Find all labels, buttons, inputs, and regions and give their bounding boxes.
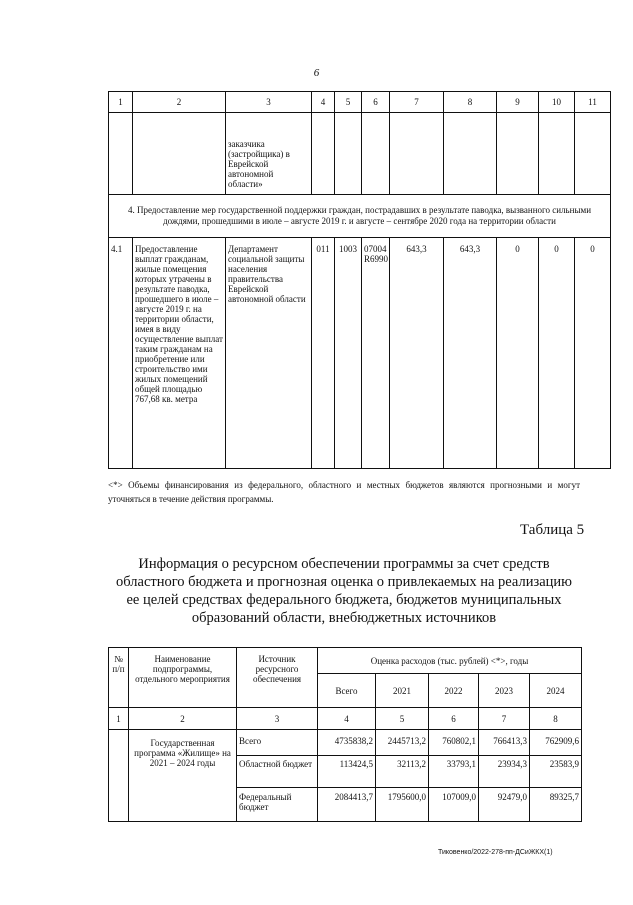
value-col9: 0: [497, 238, 539, 469]
table-row: [109, 113, 611, 195]
header-cell: 2: [133, 92, 226, 113]
value-col7: 643,3: [390, 238, 444, 469]
value-cell: 4735838,2: [318, 730, 376, 756]
header-cell: 7: [390, 92, 444, 113]
index-cell: 5: [376, 708, 429, 730]
header-cell: 1: [109, 92, 133, 113]
document-title: Информация о ресурсном обеспечении программы за счет средств областного бюджета и прогнозная оценка о привлекаемых на реализацию ее целей средствах федерального бюджета, бюджетов муниципальных образований области, внебюджетных источников: [116, 556, 572, 626]
header-cell: 4: [312, 92, 335, 113]
document-footer: Тиковенко/2022-278-пп-ДСиЖКХ(1): [438, 849, 553, 856]
value-col8: 643,3: [444, 238, 497, 469]
budget-code-section: 1003: [335, 238, 362, 469]
executor: Департамент социальной защиты населения правительства Еврейской автономной области: [226, 238, 312, 469]
program-name: Государственная программа «Жилище» на 2021 – 2024 годы: [129, 730, 237, 822]
table-header-row: [109, 92, 611, 113]
table-row: [109, 730, 582, 756]
header-num: № п/п: [109, 648, 129, 708]
value-cell: 23583,9: [530, 756, 582, 788]
continuation-table: [108, 91, 611, 469]
header-year: 2023: [479, 674, 530, 708]
table-row: [109, 238, 611, 469]
table-label: Таблица 5: [520, 522, 585, 538]
value-cell: 1795600,0: [376, 788, 429, 822]
value-col10: 0: [539, 238, 575, 469]
value-cell: 89325,7: [530, 788, 582, 822]
budget-code-target: 07004 R6990: [362, 238, 390, 469]
header-year: 2024: [530, 674, 582, 708]
header-cell: 9: [497, 92, 539, 113]
measure-name: Предоставление выплат гражданам, жилые помещения которых утрачены в результате паводка, прошедшего в июле – августе 2019 г. на территории области, имея в виду осуществление выплат таким гражданам на приобретение или строительство ими жилых помещений общей площадью 767,68 кв. метра: [133, 238, 226, 469]
source-cell: Областной бюджет: [237, 756, 318, 788]
header-cell: 11: [575, 92, 611, 113]
header-name: Наименование подпрограммы, отдельного мероприятия: [129, 648, 237, 708]
value-cell: 762909,6: [530, 730, 582, 756]
index-cell: 7: [479, 708, 530, 730]
section-heading: 4. Предоставление мер государственной поддержки граждан, пострадавших в результате паводка, вызванного сильными дождями, прошедшими в июле – августе 2019 г. и августе – сентябре 2020 года на территории области: [109, 195, 611, 238]
header-year: 2021: [376, 674, 429, 708]
header-cell: 3: [226, 92, 312, 113]
source-cell: Всего: [237, 730, 318, 756]
index-cell: 2: [129, 708, 237, 730]
index-cell: 3: [237, 708, 318, 730]
header-source: Источник ресурсного обеспечения: [237, 648, 318, 708]
value-cell: 2084413,7: [318, 788, 376, 822]
page-number: 6: [313, 67, 320, 79]
header-cell: 6: [362, 92, 390, 113]
value-cell: 113424,5: [318, 756, 376, 788]
resource-table: [108, 647, 582, 822]
header-year: Всего: [318, 674, 376, 708]
header-cell: 8: [444, 92, 497, 113]
value-cell: 766413,3: [479, 730, 530, 756]
header-cell: 5: [335, 92, 362, 113]
index-cell: 1: [109, 708, 129, 730]
row-number: 4.1: [109, 238, 133, 469]
value-cell: 2445713,2: [376, 730, 429, 756]
value-cell: 107009,0: [429, 788, 479, 822]
table-header-row: [109, 648, 582, 674]
value-cell: 33793,1: [429, 756, 479, 788]
header-cell: 10: [539, 92, 575, 113]
index-cell: 8: [530, 708, 582, 730]
budget-code-grbs: 011: [312, 238, 335, 469]
continued-executor-cell: заказчика (застройщика) в Еврейской автономной области»: [226, 113, 312, 195]
value-cell: 32113,2: [376, 756, 429, 788]
section-row: [109, 195, 611, 238]
header-estimate: Оценка расходов (тыс. рублей) <*>, годы: [318, 648, 582, 674]
index-row: [109, 708, 582, 730]
header-year: 2022: [429, 674, 479, 708]
index-cell: 4: [318, 708, 376, 730]
index-cell: 6: [429, 708, 479, 730]
source-cell: Федеральный бюджет: [237, 788, 318, 822]
funding-note: <*> Объемы финансирования из федерального, областного и местных бюджетов являются прогнозными и могут уточняться в течение действия программы.: [108, 480, 580, 504]
value-cell: 23934,3: [479, 756, 530, 788]
value-col11: 0: [575, 238, 611, 469]
value-cell: 760802,1: [429, 730, 479, 756]
value-cell: 92479,0: [479, 788, 530, 822]
